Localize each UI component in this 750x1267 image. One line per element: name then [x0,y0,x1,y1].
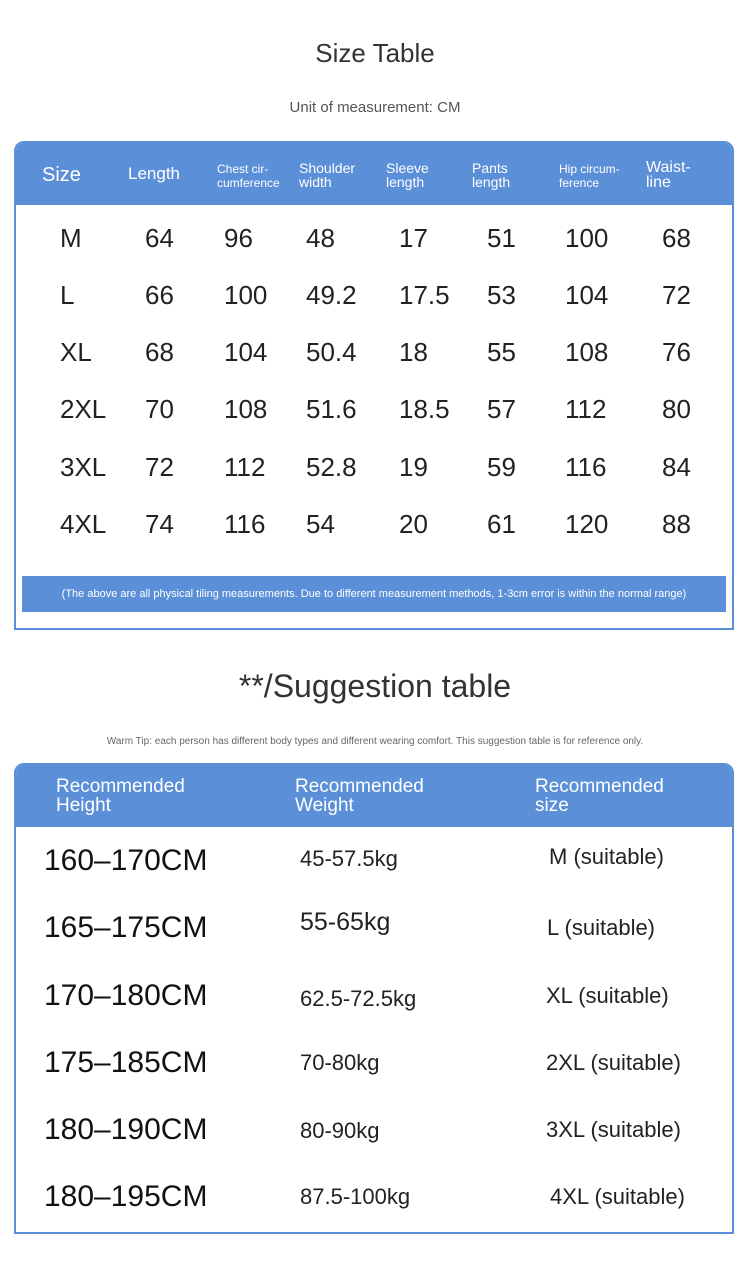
header-waist: Waist- line [646,159,691,191]
cell-chest: 116 [224,509,266,539]
cell-sleeve: 19 [399,452,428,482]
cell-height: 180–195CM [44,1180,208,1213]
cell-waist: 72 [662,280,691,310]
cell-sleeve: 17 [399,223,428,253]
cell-height: 180–190CM [44,1113,208,1146]
cell-waist: 76 [662,337,691,367]
cell-pants: 51 [487,223,516,253]
cell-waist: 80 [662,394,691,424]
header-recommended-size: Recommended size [535,776,664,816]
header-length: Length [128,164,180,183]
cell-size: L [60,280,75,310]
cell-size: M (suitable) [549,844,664,869]
cell-pants: 61 [487,509,516,539]
header-size: Size [42,164,81,186]
cell-shoulder: 54 [306,509,335,539]
header-sleeve: Sleeve length [386,160,429,190]
header-recommended-height: Recommended Height [56,776,185,816]
cell-sleeve: 20 [399,509,428,539]
table-row [16,447,732,487]
cell-sleeve: 18 [399,337,428,367]
cell-chest: 96 [224,223,253,253]
unit-label: Unit of measurement: CM [289,99,461,116]
cell-pants: 57 [487,394,516,424]
cell-sleeve: 18.5 [399,394,450,424]
cell-weight: 62.5-72.5kg [300,986,417,1011]
cell-hip: 120 [565,509,609,539]
table-row [16,389,732,429]
measurement-note: (The above are all physical tiling measurements. Due to different measurement methods, 1-3cm error is within the normal range) [22,576,726,612]
cell-hip: 112 [565,394,607,424]
cell-chest: 104 [224,337,268,367]
cell-shoulder: 49.2 [306,280,357,310]
cell-shoulder: 48 [306,223,335,253]
cell-size: 2XL [60,394,107,424]
cell-shoulder: 52.8 [306,452,357,482]
cell-weight: 45-57.5kg [300,846,398,871]
cell-hip: 100 [565,223,609,253]
header-recommended-weight: Recommended Weight [295,776,424,816]
cell-length: 66 [145,280,174,310]
cell-pants: 55 [487,337,516,367]
header-pants: Pants length [472,160,511,190]
table-row [16,332,732,372]
header-hip: Hip circum- ference [559,162,620,190]
cell-chest: 108 [224,394,268,424]
cell-length: 64 [145,223,174,253]
cell-length: 70 [145,394,174,424]
cell-length: 72 [145,452,174,482]
cell-weight: 87.5-100kg [300,1184,411,1209]
cell-hip: 108 [565,337,609,367]
table-row [16,1106,732,1154]
cell-waist: 68 [662,223,691,253]
cell-waist: 84 [662,452,691,482]
table-row [16,837,732,885]
cell-length: 68 [145,337,174,367]
suggestion-table-header [16,765,732,827]
cell-size: L (suitable) [547,915,656,940]
cell-height: 165–175CM [44,911,208,944]
cell-pants: 59 [487,452,516,482]
cell-sleeve: 17.5 [399,280,450,310]
cell-weight: 55-65kg [300,908,391,936]
cell-waist: 88 [662,509,691,539]
header-chest: Chest cir- cumference [217,162,280,190]
cell-size: 3XL [60,452,107,482]
cell-shoulder: 50.4 [306,337,357,367]
cell-size: M [60,223,82,253]
cell-pants: 53 [487,280,516,310]
table-row [16,218,732,258]
cell-hip: 116 [565,452,607,482]
table-row [16,972,732,1020]
table-row [16,1039,732,1087]
cell-height: 160–170CM [44,844,208,877]
cell-shoulder: 51.6 [306,394,357,424]
table-row [16,275,732,315]
size-table-title: Size Table [315,38,435,68]
table-row [16,504,732,544]
cell-chest: 100 [224,280,268,310]
cell-size: 4XL (suitable) [550,1184,685,1209]
cell-size: XL [60,337,92,367]
cell-weight: 80-90kg [300,1118,380,1143]
suggestion-table-title: **/Suggestion table [238,668,512,704]
cell-size: 2XL (suitable) [546,1050,681,1075]
warm-tip: Warm Tip: each person has different body types and different wearing comfort. This suggestion table is for reference only. [106,736,644,747]
cell-hip: 104 [565,280,609,310]
cell-height: 175–185CM [44,1046,208,1079]
cell-size: 3XL (suitable) [546,1117,681,1142]
cell-size: XL (suitable) [546,983,669,1008]
cell-size: 4XL [60,509,107,539]
size-table-header [16,143,732,205]
cell-height: 170–180CM [44,979,208,1012]
cell-chest: 112 [224,452,266,482]
size-table [14,141,734,630]
table-row [16,1173,732,1221]
table-row [16,904,732,952]
header-shoulder: Shoulder width [299,160,356,190]
cell-length: 74 [145,509,174,539]
cell-weight: 70-80kg [300,1050,380,1075]
suggestion-table [14,763,734,1234]
